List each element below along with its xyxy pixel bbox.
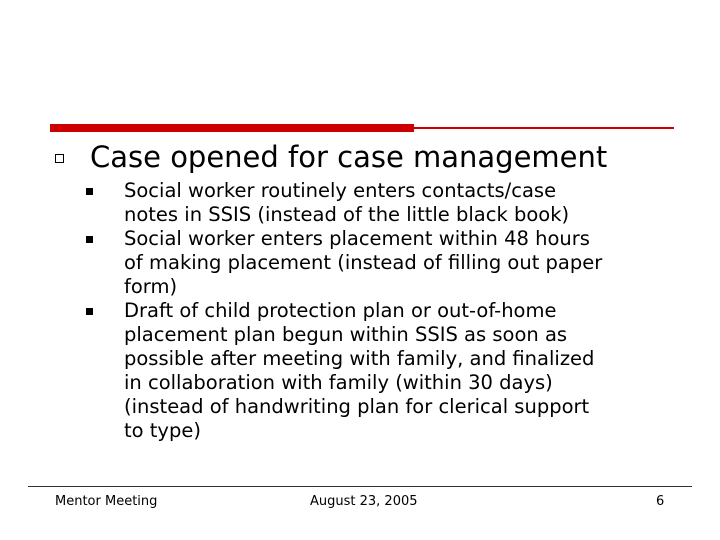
- list-item: [86, 179, 666, 227]
- title-accent-bar: [50, 124, 414, 132]
- bullet-line: (instead of handwriting plan for clerical support: [124, 395, 590, 418]
- slide-main-point: Case opened for case management: [90, 140, 608, 174]
- list-item: [86, 227, 666, 299]
- page-number: 6: [656, 494, 665, 509]
- list-item: [86, 299, 666, 443]
- bullet-line: Social worker routinely enters contacts/case: [124, 179, 557, 202]
- bullet-line: possible after meeting with family, and finalized: [124, 347, 595, 370]
- bullet-line: in collaboration with family (within 30 days): [124, 371, 553, 394]
- hollow-square-bullet-icon: [55, 154, 64, 163]
- sub-bullet-list: [86, 179, 666, 443]
- square-bullet-icon: [86, 188, 93, 195]
- square-bullet-icon: [86, 308, 93, 315]
- bullet-line: Draft of child protection plan or out-of-home: [124, 299, 557, 322]
- footer-divider: [28, 486, 692, 487]
- bullet-line: notes in SSIS (instead of the little black book): [124, 203, 570, 226]
- bullet-line: Social worker enters placement within 48 hours: [124, 227, 590, 250]
- footer-title: Mentor Meeting: [55, 494, 158, 509]
- footer-date: August 23, 2005: [310, 494, 418, 509]
- bullet-line: placement plan begun within SSIS as soon as: [124, 323, 568, 346]
- bullet-line: of making placement (instead of filling out paper: [124, 251, 603, 274]
- bullet-line: form): [124, 275, 178, 298]
- square-bullet-icon: [86, 236, 93, 243]
- title-accent-line: [414, 127, 674, 129]
- bullet-line: to type): [124, 419, 201, 442]
